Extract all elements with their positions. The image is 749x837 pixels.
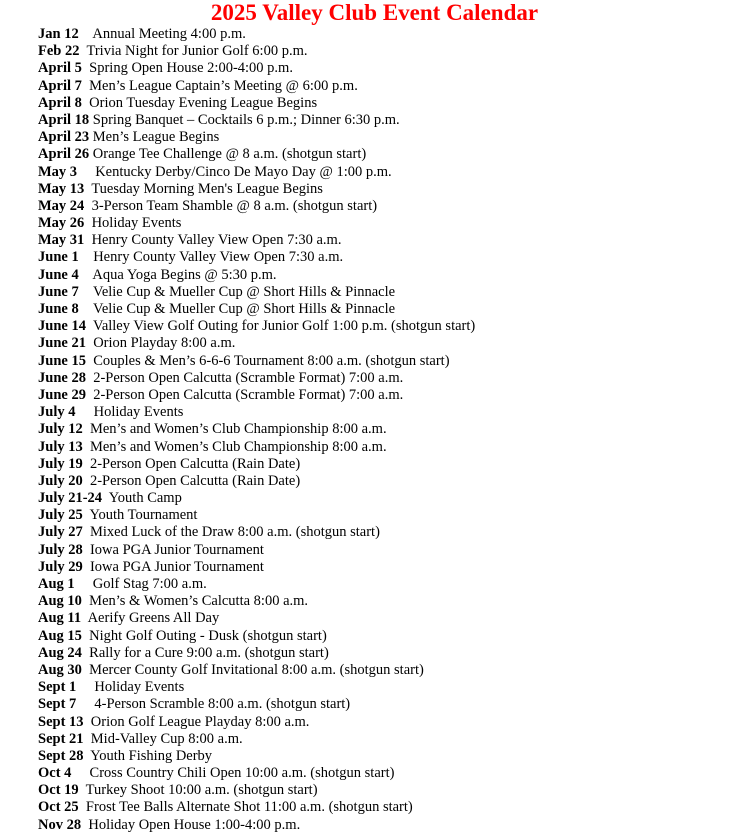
event-date: Oct 25 [38, 799, 79, 816]
event-date: July 12 [38, 421, 83, 438]
event-gap [83, 439, 90, 455]
event-row [38, 782, 743, 799]
event-date: Sept 28 [38, 747, 84, 764]
event-gap [79, 301, 93, 317]
event-description: Men’s and Women’s Club Championship 8:00 a.m. [89, 438, 387, 455]
event-gap [83, 524, 90, 540]
event-row [38, 645, 743, 662]
event-row [38, 628, 743, 645]
event-description: 4-Person Scramble 8:00 a.m. (shotgun start) [94, 696, 351, 713]
event-row [38, 490, 743, 507]
event-description: Men’s and Women’s Club Championship 8:00 a.m. [89, 421, 387, 438]
event-description: Frost Tee Balls Alternate Shot 11:00 a.m. (shotgun start) [85, 799, 413, 816]
event-description: Mixed Luck of the Draw 8:00 a.m. (shotgun start) [89, 524, 380, 541]
event-description: Youth Camp [108, 490, 182, 507]
event-date: Sept 21 [38, 730, 84, 747]
event-description: Trivia Night for Junior Golf 6:00 p.m. [86, 43, 308, 60]
event-date: May 3 [38, 163, 78, 180]
event-row [38, 765, 743, 782]
event-description: Men’s League Captain’s Meeting @ 6:00 p.m. [89, 77, 358, 94]
event-description: Night Golf Outing - Dusk (shotgun start) [89, 627, 327, 644]
event-date: July 28 [38, 541, 83, 558]
event-description: Rally for a Cure 9:00 a.m. (shotgun start) [89, 644, 329, 661]
event-date: July 4 [38, 404, 76, 421]
event-date: April 18 [38, 111, 90, 128]
event-description: Cross Country Chili Open 10:00 a.m. (shotgun start) [89, 765, 395, 782]
event-description: 2-Person Open Calcutta (Scramble Format) 7:00 a.m. [93, 386, 404, 403]
event-date: Jan 12 [38, 26, 79, 42]
event-description: Spring Banquet – Cocktails 6 p.m.; Dinner 6:30 p.m. [92, 111, 400, 128]
event-date: May 24 [38, 197, 85, 214]
event-gap [75, 404, 93, 420]
event-row [38, 164, 743, 181]
event-row [38, 662, 743, 679]
event-description: 2-Person Open Calcutta (Rain Date) [89, 455, 301, 472]
event-row [38, 524, 743, 541]
event-row [38, 473, 743, 490]
event-row [38, 370, 743, 387]
event-gap [76, 679, 94, 695]
event-gap [83, 559, 90, 575]
event-description: 3-Person Team Shamble @ 8 a.m. (shotgun start) [91, 197, 378, 214]
event-description: Youth Fishing Derby [90, 747, 213, 764]
event-gap [79, 284, 93, 300]
event-description: Velie Cup & Mueller Cup @ Short Hills & Pinnacle [92, 301, 396, 317]
event-description: 2-Person Open Calcutta (Scramble Format) 7:00 a.m. [93, 369, 404, 386]
event-row [38, 421, 743, 438]
event-row [38, 301, 743, 318]
event-description: Orion Playday 8:00 a.m. [93, 335, 236, 352]
event-date: June 7 [38, 283, 79, 300]
event-gap [71, 765, 89, 781]
event-description: Iowa PGA Junior Tournament [89, 558, 264, 575]
event-gap [79, 249, 94, 265]
event-date: April 23 [38, 129, 90, 146]
event-gap [84, 215, 91, 231]
event-row [38, 748, 743, 765]
event-row [38, 387, 743, 404]
event-gap [77, 164, 95, 180]
event-row [38, 731, 743, 748]
event-row [38, 78, 743, 95]
event-row [38, 198, 743, 215]
event-date: April 7 [38, 77, 82, 94]
event-description: Aerify Greens All Day [87, 610, 220, 627]
event-gap [102, 490, 109, 506]
event-gap [79, 782, 86, 798]
event-description: Iowa PGA Junior Tournament [89, 541, 264, 558]
event-row [38, 112, 743, 129]
event-date: April 8 [38, 94, 82, 111]
event-row [38, 593, 743, 610]
event-description: Spring Open House 2:00-4:00 p.m. [89, 60, 293, 77]
event-row [38, 215, 743, 232]
event-gap [84, 714, 91, 730]
event-gap [86, 318, 93, 334]
event-description: Henry County Valley View Open 7:30 a.m. [91, 232, 342, 249]
event-date: June 1 [38, 249, 79, 266]
event-description: Golf Stag 7:00 a.m. [92, 576, 207, 592]
event-row [38, 60, 743, 77]
event-row [38, 576, 743, 593]
event-date: June 8 [38, 301, 79, 317]
event-description: Holiday Events [94, 679, 185, 696]
event-row [38, 353, 743, 370]
event-row [38, 559, 743, 576]
event-row [38, 318, 743, 335]
event-description: 2-Person Open Calcutta (Rain Date) [89, 472, 301, 489]
event-date: June 14 [38, 318, 86, 335]
event-row [38, 404, 743, 421]
event-date: July 25 [38, 507, 83, 524]
event-gap [83, 456, 90, 472]
event-date: April 5 [38, 60, 82, 77]
event-date: June 15 [38, 352, 86, 369]
event-date: July 20 [38, 472, 83, 489]
event-date: Aug 1 [38, 576, 75, 592]
event-description: Henry County Valley View Open 7:30 a.m. [93, 249, 344, 266]
event-row [38, 95, 743, 112]
event-description: Orange Tee Challenge @ 8 a.m. (shotgun start) [92, 146, 367, 163]
event-gap [75, 576, 93, 592]
event-row [38, 696, 743, 713]
event-row [38, 335, 743, 352]
event-row [38, 26, 743, 43]
event-row [38, 817, 743, 834]
event-description: Tuesday Morning Men's League Begins [91, 180, 323, 197]
event-date: Feb 22 [38, 43, 80, 60]
event-date: June 28 [38, 369, 86, 386]
event-description: Valley View Golf Outing for Junior Golf 1:00 p.m. (shotgun start) [92, 318, 476, 335]
event-gap [76, 696, 94, 712]
event-gap [79, 267, 93, 283]
event-row [38, 542, 743, 559]
event-date: July 19 [38, 455, 83, 472]
event-gap [84, 731, 91, 747]
event-description: Men’s & Women’s Calcutta 8:00 a.m. [89, 593, 309, 610]
event-date: Oct 19 [38, 782, 79, 799]
event-date: Nov 28 [38, 816, 82, 833]
event-description: Youth Tournament [89, 507, 198, 524]
event-date: Oct 4 [38, 765, 72, 782]
event-date: July 21-24 [38, 490, 103, 507]
event-date: Sept 13 [38, 713, 84, 730]
event-row [38, 181, 743, 198]
event-row [38, 232, 743, 249]
event-date: July 27 [38, 524, 83, 541]
event-row [38, 679, 743, 696]
event-list [38, 26, 743, 834]
event-description: Mid-Valley Cup 8:00 a.m. [90, 730, 243, 747]
event-date: April 26 [38, 146, 90, 163]
event-row [38, 799, 743, 816]
event-description: Annual Meeting 4:00 p.m. [92, 26, 246, 42]
event-description: Couples & Men’s 6-6-6 Tournament 8:00 a.m. (shotgun start) [93, 352, 450, 369]
event-description: Men’s League Begins [92, 129, 220, 146]
event-date: May 13 [38, 180, 85, 197]
event-date: Aug 11 [38, 610, 82, 627]
event-date: July 29 [38, 558, 83, 575]
event-date: Aug 24 [38, 644, 82, 661]
event-row [38, 284, 743, 301]
event-date: Aug 30 [38, 661, 82, 678]
event-gap [79, 26, 93, 42]
event-description: Holiday Events [91, 215, 182, 232]
event-gap [83, 421, 90, 437]
event-date: Aug 15 [38, 627, 82, 644]
event-row [38, 146, 743, 163]
event-row [38, 507, 743, 524]
event-row [38, 456, 743, 473]
event-description: Velie Cup & Mueller Cup @ Short Hills & Pinnacle [92, 283, 396, 300]
page-title: 2025 Valley Club Event Calendar [210, 0, 539, 25]
event-description: Holiday Events [93, 404, 184, 421]
event-date: July 13 [38, 438, 83, 455]
event-row [38, 714, 743, 731]
event-description: Kentucky Derby/Cinco De Mayo Day @ 1:00 p.m. [95, 163, 392, 180]
event-description: Turkey Shoot 10:00 a.m. (shotgun start) [85, 782, 318, 799]
event-gap [84, 198, 91, 214]
event-row [38, 610, 743, 627]
event-row [38, 267, 743, 284]
event-row [38, 439, 743, 456]
event-gap [84, 232, 91, 248]
event-gap [79, 799, 86, 815]
event-description: Orion Golf League Playday 8:00 a.m. [90, 713, 310, 730]
event-row [38, 43, 743, 60]
event-date: Sept 7 [38, 696, 77, 713]
event-date: May 26 [38, 215, 85, 232]
event-row [38, 129, 743, 146]
event-date: Aug 10 [38, 593, 82, 610]
event-description: Orion Tuesday Evening League Begins [89, 94, 318, 111]
event-row [38, 249, 743, 266]
event-description: Holiday Open House 1:00-4:00 p.m. [88, 816, 301, 833]
event-date: May 31 [38, 232, 85, 249]
event-description: Aqua Yoga Begins @ 5:30 p.m. [92, 266, 277, 283]
event-gap [83, 473, 90, 489]
event-date: June 4 [38, 266, 79, 283]
event-gap [83, 542, 90, 558]
event-description: Mercer County Golf Invitational 8:00 a.m. (shotgun start) [89, 661, 424, 678]
event-date: Sept 1 [38, 679, 77, 696]
event-date: June 29 [38, 386, 86, 403]
event-date: June 21 [38, 335, 86, 352]
